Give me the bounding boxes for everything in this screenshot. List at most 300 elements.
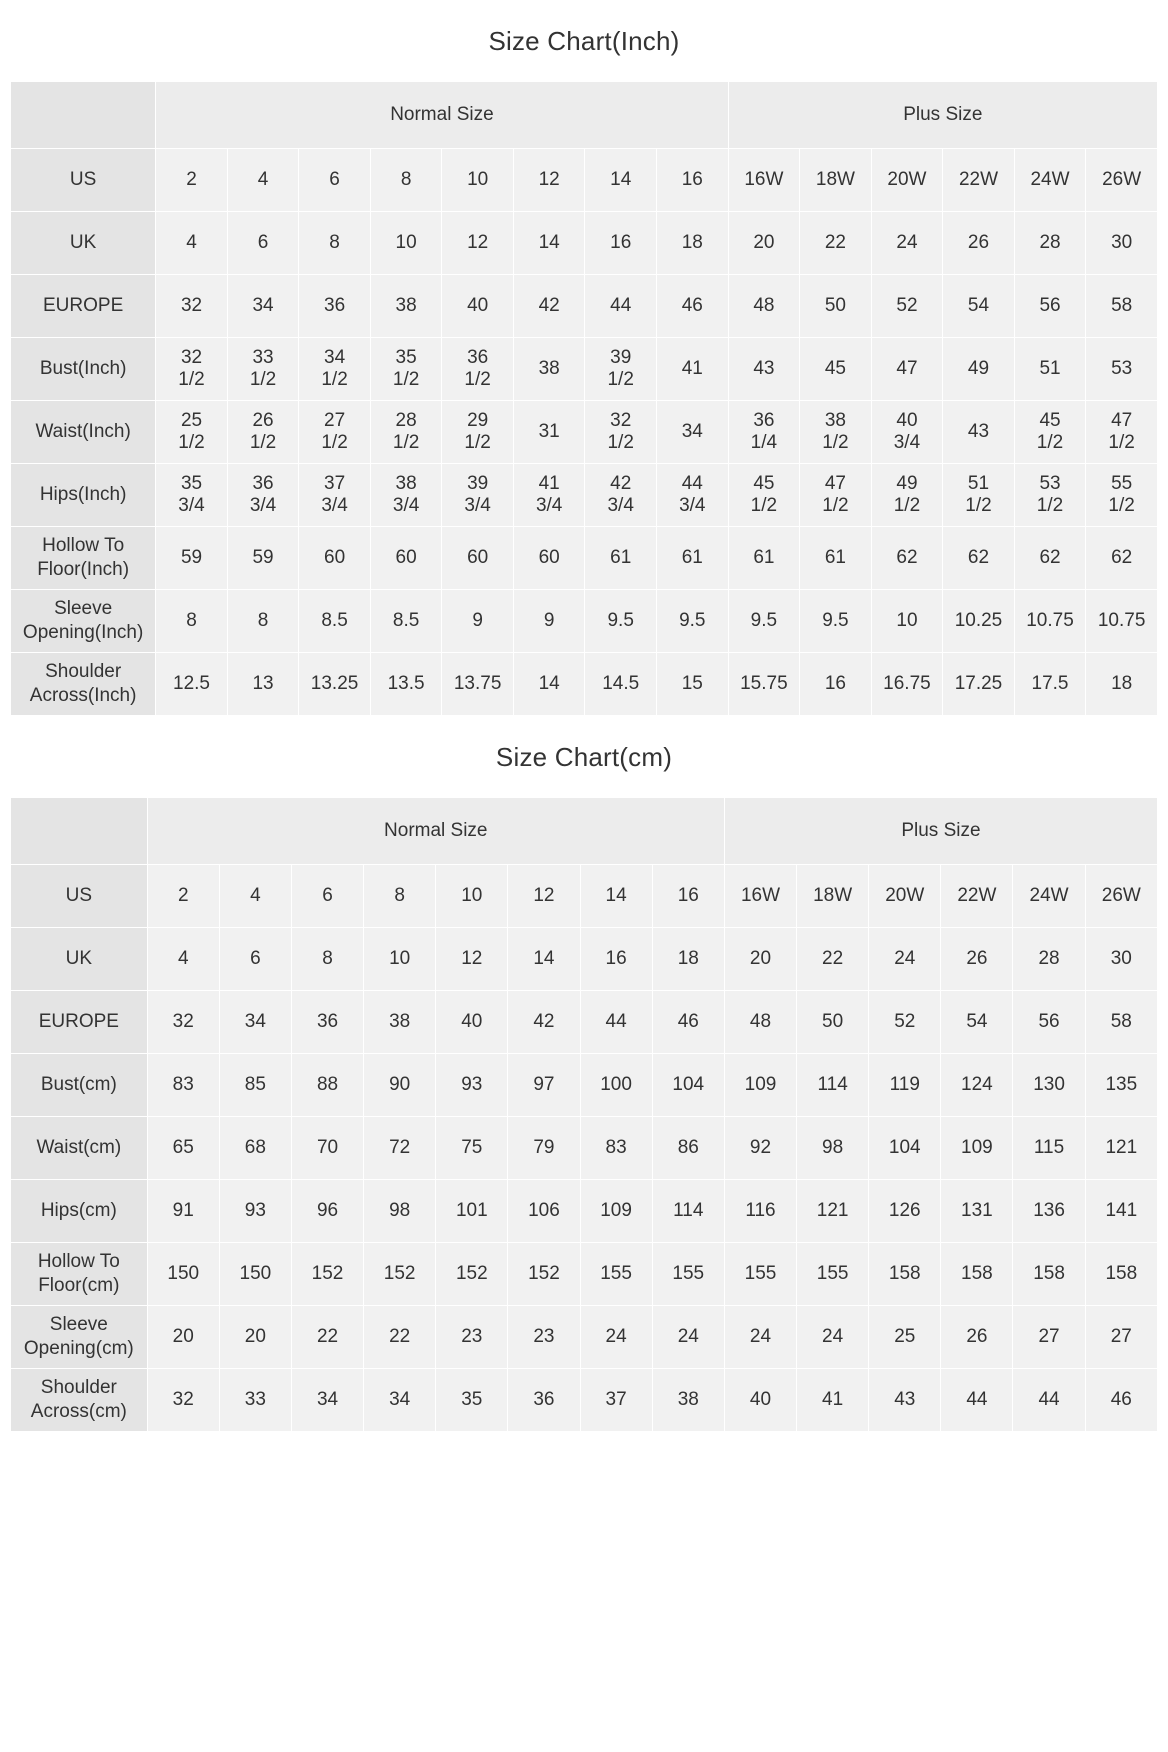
cm-cell: 38 xyxy=(652,1369,724,1432)
cm-cell: 18 xyxy=(652,928,724,991)
inch-cell: 15.75 xyxy=(728,653,800,716)
cm-cell: 30 xyxy=(1085,928,1157,991)
inch-cell xyxy=(299,464,371,527)
cm-cell: 10 xyxy=(436,865,508,928)
cm-cell: 152 xyxy=(436,1243,508,1306)
cm-cell: 6 xyxy=(291,865,363,928)
value-whole: 36 xyxy=(467,346,489,368)
cm-cell: 41 xyxy=(797,1369,869,1432)
inch-cell: 15 xyxy=(656,653,728,716)
value-fraction: 3/4 xyxy=(464,495,491,516)
inch-cell: 53 xyxy=(1086,338,1158,401)
cm-cell: 8 xyxy=(364,865,436,928)
inch-cell: 18 xyxy=(656,212,728,275)
inch-cell: 13.5 xyxy=(370,653,442,716)
value-fraction: 1/2 xyxy=(822,495,849,516)
cm-cell: 96 xyxy=(291,1180,363,1243)
cm-cell: 93 xyxy=(436,1054,508,1117)
cm-cell: 12 xyxy=(436,928,508,991)
table-row xyxy=(11,991,1158,1054)
table-row xyxy=(11,1117,1158,1180)
cm-row-label: EUROPE xyxy=(11,991,148,1054)
cm-cell: 24 xyxy=(724,1306,796,1369)
value-fraction: 1/2 xyxy=(249,369,277,390)
inch-cell: 18 xyxy=(1086,653,1158,716)
table-row xyxy=(11,527,1158,590)
value-whole: 32 xyxy=(180,346,203,368)
inch-cell: 28 xyxy=(1014,212,1086,275)
inch-cell: 13 xyxy=(227,653,299,716)
table-row xyxy=(11,275,1158,338)
inch-cell xyxy=(299,338,371,401)
inch-cell: 48 xyxy=(728,275,800,338)
value-fraction: 3/4 xyxy=(178,495,205,516)
cm-cell: 88 xyxy=(291,1054,363,1117)
cm-cell: 34 xyxy=(219,991,291,1054)
value-fraction: 1/2 xyxy=(249,432,277,453)
value-fraction: 3/4 xyxy=(607,495,634,516)
value-fraction: 1/2 xyxy=(893,495,921,516)
cm-cell: 38 xyxy=(364,991,436,1054)
value-fraction: 1/4 xyxy=(750,432,778,453)
cm-cell: 126 xyxy=(869,1180,941,1243)
inch-cell: 8 xyxy=(299,212,371,275)
inch-cell: 10 xyxy=(442,149,514,212)
cm-cell: 16 xyxy=(580,928,652,991)
cm-cell: 20 xyxy=(219,1306,291,1369)
inch-cell xyxy=(728,401,800,464)
inch-cell xyxy=(370,464,442,527)
inch-cell: 45 xyxy=(800,338,872,401)
inch-cell: 8.5 xyxy=(299,590,371,653)
inch-cell xyxy=(442,401,514,464)
cm-cell: 44 xyxy=(941,1369,1013,1432)
inch-cell xyxy=(1014,401,1086,464)
cm-cell: 121 xyxy=(797,1180,869,1243)
size-table-inch xyxy=(10,81,1158,716)
inch-cell: 40 xyxy=(442,275,514,338)
cm-cell: 16W xyxy=(724,865,796,928)
inch-cell: 50 xyxy=(800,275,872,338)
value-fraction: 3/4 xyxy=(321,495,348,516)
inch-cell: 9.5 xyxy=(585,590,657,653)
value-whole: 35 xyxy=(180,472,203,494)
inch-cell: 24W xyxy=(1014,149,1086,212)
value-whole: 36 xyxy=(753,409,775,431)
cm-cell: 25 xyxy=(869,1306,941,1369)
inch-cell: 47 xyxy=(871,338,943,401)
inch-row-label: UK xyxy=(11,212,156,275)
inch-cell xyxy=(871,401,943,464)
cm-cell: 90 xyxy=(364,1054,436,1117)
inch-cell: 56 xyxy=(1014,275,1086,338)
inch-cell: 10.25 xyxy=(943,590,1015,653)
cm-cell: 16 xyxy=(652,865,724,928)
value-fraction: 1/2 xyxy=(1036,432,1064,453)
inch-cell xyxy=(585,464,657,527)
inch-cell: 62 xyxy=(943,527,1015,590)
value-fraction: 1/2 xyxy=(607,369,634,390)
cm-cell: 101 xyxy=(436,1180,508,1243)
cm-cell: 18W xyxy=(797,865,869,928)
cm-cell: 50 xyxy=(797,991,869,1054)
cm-cell: 135 xyxy=(1085,1054,1157,1117)
cm-cell: 27 xyxy=(1013,1306,1085,1369)
cm-row-label: UK xyxy=(11,928,148,991)
value-whole: 45 xyxy=(1039,409,1061,431)
inch-cell: 43 xyxy=(943,401,1015,464)
cm-cell: 43 xyxy=(869,1369,941,1432)
cm-cell: 20W xyxy=(869,865,941,928)
cm-row-label: US xyxy=(11,865,148,928)
value-whole: 27 xyxy=(324,409,346,431)
inch-cell: 10.75 xyxy=(1014,590,1086,653)
table-row xyxy=(11,212,1158,275)
cm-cell: 35 xyxy=(436,1369,508,1432)
value-fraction: 1/2 xyxy=(464,432,491,453)
cm-cell: 150 xyxy=(147,1243,219,1306)
cm-cell: 12 xyxy=(508,865,580,928)
value-whole: 40 xyxy=(896,409,918,431)
cm-cell: 46 xyxy=(652,991,724,1054)
inch-row-label: EUROPE xyxy=(11,275,156,338)
cm-cell: 100 xyxy=(580,1054,652,1117)
cm-cell: 20 xyxy=(724,928,796,991)
cm-cell: 115 xyxy=(1013,1117,1085,1180)
value-fraction: 1/2 xyxy=(1036,495,1064,516)
cm-cell: 116 xyxy=(724,1180,796,1243)
inch-cell: 52 xyxy=(871,275,943,338)
cm-cell: 46 xyxy=(1085,1369,1157,1432)
inch-cell xyxy=(156,338,228,401)
cm-cell: 32 xyxy=(147,1369,219,1432)
value-fraction: 1/2 xyxy=(750,495,778,516)
inch-cell xyxy=(227,338,299,401)
value-whole: 47 xyxy=(824,472,846,494)
inch-cell: 2 xyxy=(156,149,228,212)
inch-cell: 6 xyxy=(299,149,371,212)
inch-cell: 9 xyxy=(513,590,585,653)
inch-cell: 49 xyxy=(943,338,1015,401)
inch-cell: 38 xyxy=(513,338,585,401)
inch-cell: 17.25 xyxy=(943,653,1015,716)
inch-cell: 13.25 xyxy=(299,653,371,716)
cm-cell: 34 xyxy=(364,1369,436,1432)
inch-cell: 20W xyxy=(871,149,943,212)
cm-cell: 58 xyxy=(1085,991,1157,1054)
inch-cell xyxy=(227,401,299,464)
value-whole: 39 xyxy=(467,472,489,494)
inch-cell: 8.5 xyxy=(370,590,442,653)
inch-cell: 16.75 xyxy=(871,653,943,716)
inch-cell xyxy=(728,464,800,527)
inch-cell: 16 xyxy=(656,149,728,212)
cm-cell: 158 xyxy=(941,1243,1013,1306)
inch-cell: 6 xyxy=(227,212,299,275)
inch-cell: 61 xyxy=(728,527,800,590)
value-whole: 39 xyxy=(610,346,632,368)
cm-group-header-plus: Plus Size xyxy=(724,798,1157,865)
cm-cell: 158 xyxy=(869,1243,941,1306)
table-row xyxy=(11,1054,1158,1117)
inch-cell: 14 xyxy=(513,212,585,275)
inch-cell: 12 xyxy=(513,149,585,212)
value-whole: 53 xyxy=(1039,472,1061,494)
inch-cell: 59 xyxy=(227,527,299,590)
value-whole: 25 xyxy=(180,409,203,431)
inch-cell: 4 xyxy=(156,212,228,275)
inch-cell: 16 xyxy=(585,212,657,275)
inch-cell: 60 xyxy=(370,527,442,590)
cm-cell: 36 xyxy=(291,991,363,1054)
value-fraction: 1/2 xyxy=(464,369,491,390)
cm-cell: 68 xyxy=(219,1117,291,1180)
inch-cell: 41 xyxy=(656,338,728,401)
cm-cell: 56 xyxy=(1013,991,1085,1054)
inch-cell: 46 xyxy=(656,275,728,338)
cm-cell: 4 xyxy=(219,865,291,928)
cm-cell: 26 xyxy=(941,1306,1013,1369)
inch-cell: 31 xyxy=(513,401,585,464)
cm-cell: 37 xyxy=(580,1369,652,1432)
inch-cell: 8 xyxy=(227,590,299,653)
inch-row-label: Sleeve Opening(Inch) xyxy=(11,590,156,653)
inch-cell: 34 xyxy=(227,275,299,338)
value-fraction: 1/2 xyxy=(392,369,420,390)
value-whole: 47 xyxy=(1111,409,1133,431)
inch-cell xyxy=(656,464,728,527)
cm-cell: 52 xyxy=(869,991,941,1054)
cm-row-label: Shoulder Across(cm) xyxy=(11,1369,148,1432)
inch-cell: 24 xyxy=(871,212,943,275)
table-row xyxy=(11,338,1158,401)
inch-cell: 59 xyxy=(156,527,228,590)
value-whole: 26 xyxy=(252,409,274,431)
cm-cell: 8 xyxy=(291,928,363,991)
cm-cell: 109 xyxy=(580,1180,652,1243)
cm-cell: 24 xyxy=(869,928,941,991)
cm-cell: 98 xyxy=(797,1117,869,1180)
size-table-cm xyxy=(10,797,1158,1432)
cm-cell: 36 xyxy=(508,1369,580,1432)
inch-cell: 22 xyxy=(800,212,872,275)
page-title-cm: Size Chart(cm) xyxy=(495,742,673,772)
value-whole: 32 xyxy=(610,409,632,431)
inch-cell: 62 xyxy=(1086,527,1158,590)
cm-cell: 92 xyxy=(724,1117,796,1180)
inch-cell: 62 xyxy=(871,527,943,590)
cm-row-label: Bust(cm) xyxy=(11,1054,148,1117)
cm-cell: 158 xyxy=(1013,1243,1085,1306)
inch-cell: 38 xyxy=(370,275,442,338)
inch-cell: 16W xyxy=(728,149,800,212)
cm-cell: 22 xyxy=(291,1306,363,1369)
cm-cell: 104 xyxy=(652,1054,724,1117)
inch-cell: 60 xyxy=(442,527,514,590)
cm-cell: 4 xyxy=(147,928,219,991)
inch-cell: 12 xyxy=(442,212,514,275)
value-whole: 35 xyxy=(395,346,417,368)
cm-cell: 114 xyxy=(797,1054,869,1117)
inch-cell: 9.5 xyxy=(728,590,800,653)
value-whole: 34 xyxy=(324,346,346,368)
table-row xyxy=(11,865,1158,928)
inch-cell: 54 xyxy=(943,275,1015,338)
cm-cell: 124 xyxy=(941,1054,1013,1117)
cm-cell: 65 xyxy=(147,1117,219,1180)
cm-row-label: Hollow To Floor(cm) xyxy=(11,1243,148,1306)
value-fraction: 1/2 xyxy=(965,495,992,516)
inch-cell xyxy=(370,338,442,401)
cm-cell: 97 xyxy=(508,1054,580,1117)
cm-cell: 150 xyxy=(219,1243,291,1306)
inch-cell: 8 xyxy=(370,149,442,212)
inch-cell: 14 xyxy=(513,653,585,716)
inch-cell: 60 xyxy=(513,527,585,590)
cm-cell: 24W xyxy=(1013,865,1085,928)
cm-row-label: Hips(cm) xyxy=(11,1180,148,1243)
table-row xyxy=(11,590,1158,653)
inch-cell: 10 xyxy=(871,590,943,653)
inch-cell: 30 xyxy=(1086,212,1158,275)
inch-cell: 22W xyxy=(943,149,1015,212)
inch-cell: 9.5 xyxy=(656,590,728,653)
value-fraction: 1/2 xyxy=(321,369,348,390)
inch-cell xyxy=(227,464,299,527)
cm-cell: 83 xyxy=(147,1054,219,1117)
cm-cell: 141 xyxy=(1085,1180,1157,1243)
value-whole: 51 xyxy=(967,472,990,494)
cm-cell: 136 xyxy=(1013,1180,1085,1243)
inch-cell xyxy=(943,464,1015,527)
cm-cell: 23 xyxy=(508,1306,580,1369)
cm-row-label: Waist(cm) xyxy=(11,1117,148,1180)
inch-cell: 44 xyxy=(585,275,657,338)
cm-cell: 22W xyxy=(941,865,1013,928)
cm-cell: 75 xyxy=(436,1117,508,1180)
value-whole: 55 xyxy=(1111,472,1133,494)
value-fraction: 1/2 xyxy=(607,432,634,453)
inch-group-header-plus: Plus Size xyxy=(728,82,1157,149)
inch-cell: 9 xyxy=(442,590,514,653)
cm-cell: 155 xyxy=(797,1243,869,1306)
value-fraction: 1/2 xyxy=(178,432,205,453)
value-fraction: 1/2 xyxy=(1108,432,1135,453)
cm-corner-cell xyxy=(11,798,148,865)
inch-row-label: Shoulder Across(Inch) xyxy=(11,653,156,716)
inch-cell: 61 xyxy=(656,527,728,590)
cm-cell: 83 xyxy=(580,1117,652,1180)
inch-cell xyxy=(800,464,872,527)
cm-cell: 24 xyxy=(652,1306,724,1369)
inch-corner-cell xyxy=(11,82,156,149)
cm-cell: 28 xyxy=(1013,928,1085,991)
value-whole: 42 xyxy=(610,472,632,494)
inch-cell: 9.5 xyxy=(800,590,872,653)
inch-cell: 12.5 xyxy=(156,653,228,716)
cm-group-header-normal: Normal Size xyxy=(147,798,724,865)
inch-cell: 14.5 xyxy=(585,653,657,716)
cm-cell: 70 xyxy=(291,1117,363,1180)
inch-row-label: Hips(Inch) xyxy=(11,464,156,527)
cm-cell: 22 xyxy=(797,928,869,991)
value-fraction: 3/4 xyxy=(249,495,277,516)
inch-cell xyxy=(585,401,657,464)
value-whole: 29 xyxy=(467,409,489,431)
inch-cell: 34 xyxy=(656,401,728,464)
table-row xyxy=(11,928,1158,991)
inch-cell xyxy=(299,401,371,464)
inch-cell: 26 xyxy=(943,212,1015,275)
value-fraction: 1/2 xyxy=(321,432,348,453)
cm-cell: 6 xyxy=(219,928,291,991)
cm-cell: 155 xyxy=(724,1243,796,1306)
cm-cell: 10 xyxy=(364,928,436,991)
cm-cell: 22 xyxy=(364,1306,436,1369)
inch-row-label: Waist(Inch) xyxy=(11,401,156,464)
value-fraction: 1/2 xyxy=(178,369,205,390)
cm-cell: 34 xyxy=(291,1369,363,1432)
inch-group-header-row xyxy=(11,82,1158,149)
cm-group-header-row xyxy=(11,798,1158,865)
value-fraction: 1/2 xyxy=(1108,495,1135,516)
cm-cell: 91 xyxy=(147,1180,219,1243)
inch-cell xyxy=(1086,464,1158,527)
cm-cell: 32 xyxy=(147,991,219,1054)
cm-cell: 98 xyxy=(364,1180,436,1243)
cm-cell: 48 xyxy=(724,991,796,1054)
inch-cell: 42 xyxy=(513,275,585,338)
page-title-inch: Size Chart(Inch) xyxy=(488,26,680,56)
cm-cell: 40 xyxy=(724,1369,796,1432)
value-whole: 38 xyxy=(395,472,417,494)
table-row xyxy=(11,401,1158,464)
cm-cell: 26W xyxy=(1085,865,1157,928)
inch-cell: 8 xyxy=(156,590,228,653)
cm-cell: 104 xyxy=(869,1117,941,1180)
inch-cell xyxy=(513,464,585,527)
inch-cell xyxy=(1086,401,1158,464)
value-fraction: 3/4 xyxy=(893,432,921,453)
inch-cell: 32 xyxy=(156,275,228,338)
cm-cell: 86 xyxy=(652,1117,724,1180)
inch-cell: 20 xyxy=(728,212,800,275)
cm-cell: 54 xyxy=(941,991,1013,1054)
cm-cell: 114 xyxy=(652,1180,724,1243)
inch-group-header-normal: Normal Size xyxy=(156,82,728,149)
inch-cell: 14 xyxy=(585,149,657,212)
cm-cell: 152 xyxy=(508,1243,580,1306)
value-fraction: 1/2 xyxy=(822,432,849,453)
table-row xyxy=(11,653,1158,716)
inch-row-label: Bust(Inch) xyxy=(11,338,156,401)
table-row xyxy=(11,149,1158,212)
cm-cell: 158 xyxy=(1085,1243,1157,1306)
cm-cell: 2 xyxy=(147,865,219,928)
value-whole: 38 xyxy=(824,409,846,431)
inch-cell: 10 xyxy=(370,212,442,275)
table-row xyxy=(11,1369,1158,1432)
inch-cell xyxy=(370,401,442,464)
inch-cell: 61 xyxy=(800,527,872,590)
cm-cell: 72 xyxy=(364,1117,436,1180)
inch-cell xyxy=(1014,464,1086,527)
inch-cell: 36 xyxy=(299,275,371,338)
cm-cell: 27 xyxy=(1085,1306,1157,1369)
inch-cell: 58 xyxy=(1086,275,1158,338)
inch-cell xyxy=(156,464,228,527)
cm-cell: 20 xyxy=(147,1306,219,1369)
